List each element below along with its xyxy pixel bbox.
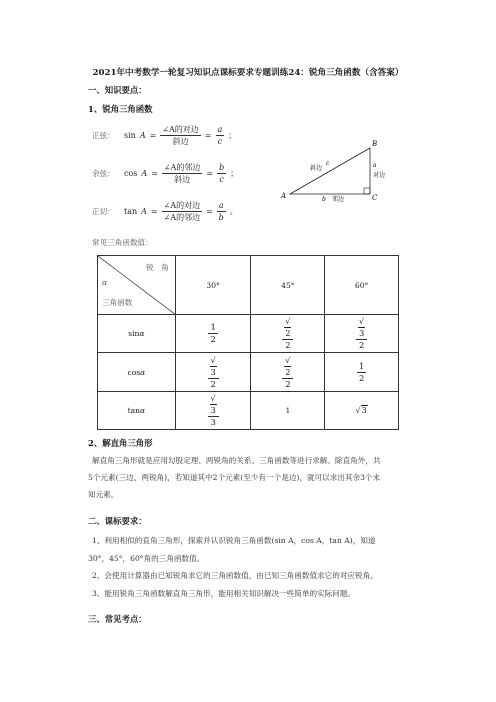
triangle-shape	[290, 148, 370, 194]
fn-name: tan	[127, 406, 141, 415]
row-fn-tan: tanα	[98, 392, 176, 430]
tan-30: √ 3 3	[175, 392, 251, 430]
formula-label: 余弦：	[92, 169, 115, 178]
section-knowledge-heading: 一、知识要点：	[88, 85, 147, 95]
header-angle-label: 锐 角	[145, 263, 169, 272]
trig-values-table	[97, 255, 399, 430]
curriculum-list	[88, 532, 412, 602]
fn-name: cos	[127, 367, 141, 377]
ratio-numerator: a	[217, 125, 223, 134]
formula-cosine: 余弦： cos A = $\frac{\text{∠A的邻边}}{\text{斜边}}$ = $\frac{b}{c}$ ；	[92, 163, 239, 184]
formula-end: ；	[230, 169, 239, 178]
formula-sine: 正弦： sin A = $\frac{\text{∠A的对边}}{\text{斜边}}$ = $\frac{a}{c}$ ；	[92, 125, 237, 146]
table-row-tan	[98, 392, 399, 430]
cos-45: √ 2 2	[251, 353, 325, 392]
section-exam-points-heading: 三、常见考点：	[88, 614, 147, 624]
paragraph-line: 5个元素(三边、两锐角)，若知道其中2个元素(至少有一个是边)，就可以求出其余3个未	[88, 473, 381, 482]
sin-60: √ 3 2	[325, 315, 399, 353]
formula-var: A	[141, 207, 147, 216]
tan-45: 1	[251, 392, 325, 430]
ratio-denominator: c	[217, 137, 223, 146]
formula-fn: tan	[124, 207, 138, 216]
cos-30: √ 3 2	[175, 353, 251, 392]
ratio-denominator: c	[219, 175, 224, 184]
vertex-b-label: B	[372, 140, 378, 148]
right-triangle-diagram	[278, 138, 398, 204]
formula-fn: sin	[124, 131, 136, 140]
tan-60: √3	[325, 392, 399, 430]
formula-numerator: ∠A的对边	[163, 201, 201, 210]
header-alpha-label: α	[102, 278, 108, 287]
formula-end: ；	[228, 131, 237, 140]
header-60: 60°	[325, 256, 399, 315]
document-title: 2021年中考数学一轮复习知识点课标要求专题训练24：锐角三角函数（含答案）	[92, 68, 404, 78]
solve-triangle-paragraph	[88, 452, 412, 503]
formula-numerator: ∠A的对边	[162, 125, 199, 134]
curriculum-item-1: 1、利用相似的直角三角形，探索并认识锐角三角函数(sin A，cos A，tan A)，知道	[92, 536, 376, 545]
header-30: 30°	[175, 256, 251, 315]
hypotenuse-label: 斜边	[310, 165, 323, 172]
fn-name: sin	[128, 329, 140, 338]
table-header-diagonal-cell	[98, 256, 176, 315]
formula-denominator: ∠A的邻边	[163, 213, 201, 222]
side-b-label: b	[322, 196, 326, 203]
header-function-label: 三角函数	[102, 298, 133, 307]
formula-label: 正切：	[92, 207, 115, 216]
formula-denominator: 斜边	[172, 137, 189, 146]
ratio-denominator: b	[218, 213, 224, 222]
curriculum-item-1-cont: 30°，45°，60°角的三角函数值。	[88, 553, 205, 563]
formula-tangent: 正切： tan A = $\frac{\text{∠A的对边}}{\text{∠A的邻边}}$ = $\frac{a}{b}$ 。	[92, 201, 238, 222]
subsection-acute-trig-heading: 1、锐角三角函数	[88, 104, 153, 114]
formula-end: 。	[229, 207, 238, 216]
table-row-cos	[98, 353, 399, 392]
sin-30: $\frac{1}{2}$	[175, 315, 251, 353]
vertex-c-label: C	[372, 194, 378, 202]
section-curriculum-heading: 二、课标要求：	[88, 516, 147, 526]
row-fn-cos: cosα	[98, 353, 176, 392]
table-row-sin	[98, 315, 399, 353]
adjacent-label: 邻边	[332, 196, 345, 203]
paragraph-line: 解直角三角形就是应用勾股定理、两锐角的关系、三角函数等进行求解。除直角外，共	[92, 456, 381, 465]
formula-var: A	[141, 169, 148, 178]
formula-numerator: ∠A的邻边	[163, 163, 201, 172]
header-45: 45°	[251, 256, 325, 315]
side-c-label: c	[326, 160, 330, 167]
common-values-label: 常见三角函数值：	[92, 238, 153, 247]
paragraph-line: 知元素。	[88, 490, 119, 499]
vertex-a-label: A	[281, 192, 287, 200]
opposite-label: 对边	[373, 172, 386, 179]
subsection-solve-triangle-heading: 2、解直角三角形	[88, 438, 153, 448]
ratio-numerator: a	[218, 201, 224, 210]
sin-45: √ 2 2	[251, 315, 325, 353]
formula-var: A	[139, 131, 146, 140]
formula-label: 正弦：	[92, 131, 115, 140]
row-fn-sin: sinα	[98, 315, 176, 353]
curriculum-item-2: 2、会使用计算器由已知锐角求它的三角函数值，由已知三角函数值求它的对应锐角。	[92, 571, 378, 580]
ratio-numerator: b	[219, 163, 225, 172]
right-angle-mark	[364, 188, 370, 194]
formula-denominator: 斜边	[174, 175, 191, 184]
formula-fn: cos	[124, 169, 138, 178]
side-a-label: a	[373, 162, 377, 169]
curriculum-item-3: 3、能用锐角三角函数解直角三角形，能用相关知识解决一些简单的实际问题。	[92, 588, 356, 598]
cos-60: $\frac{1}{2}$	[325, 353, 399, 392]
